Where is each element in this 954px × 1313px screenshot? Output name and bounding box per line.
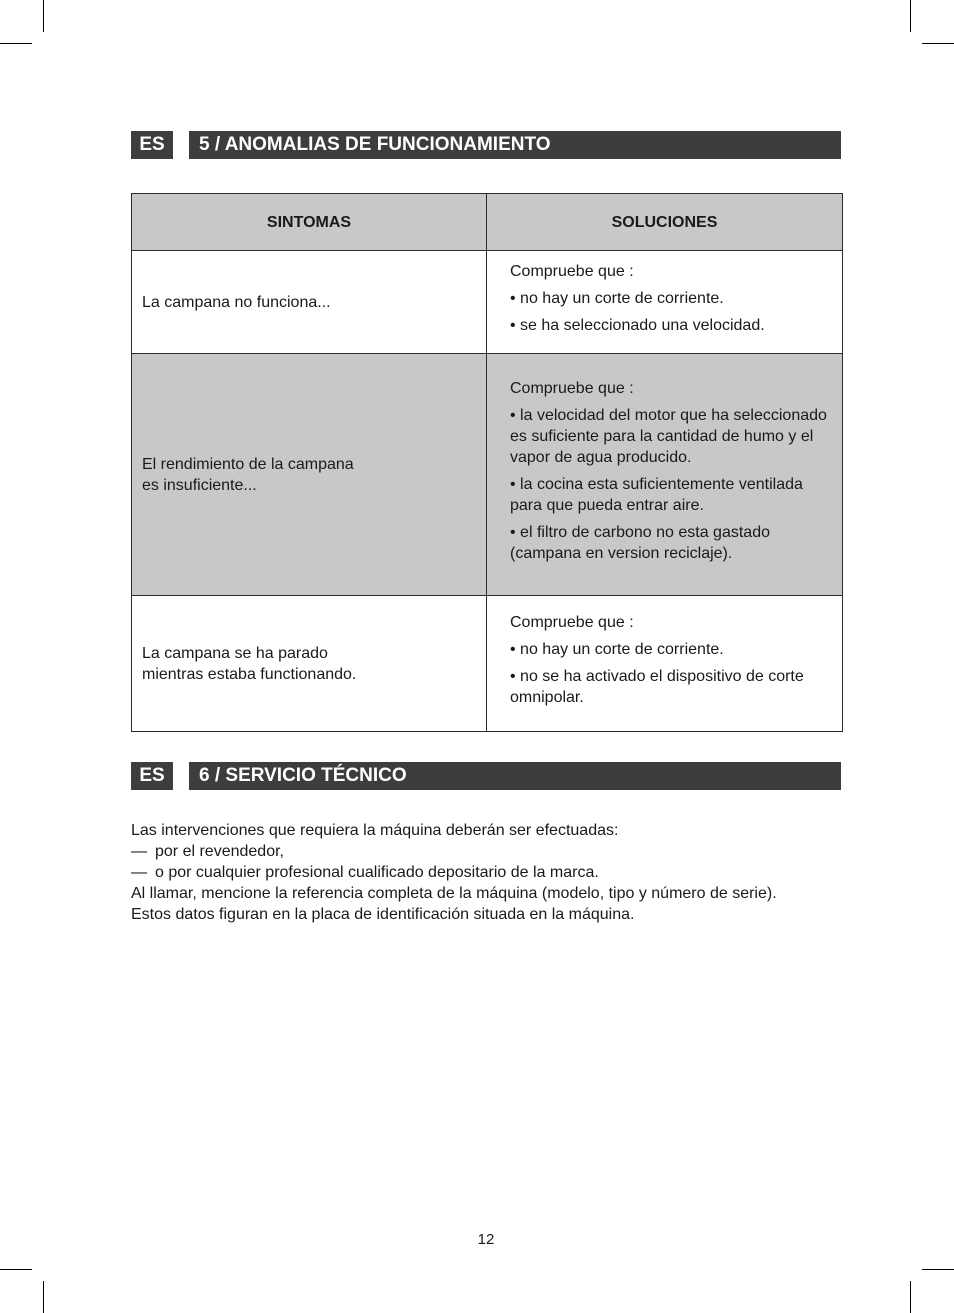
check-label: Compruebe que : (510, 379, 634, 397)
check-label: Compruebe que : (510, 613, 634, 631)
crop-mark (43, 0, 44, 32)
table-row (132, 354, 843, 596)
solution-cell (487, 596, 843, 732)
table-row (132, 596, 843, 732)
language-badge: ES (131, 131, 173, 159)
column-header-symptoms: SINTOMAS (132, 194, 487, 251)
symptom-text: La campana no funciona... (142, 293, 331, 311)
crop-mark (922, 43, 954, 44)
solution-item: • no se ha activado el dispositivo de corte omnipolar. (510, 667, 804, 706)
dash-marker: — (131, 843, 147, 860)
service-text-block (131, 820, 851, 925)
symptom-cell (132, 596, 487, 732)
service-note: Estos datos figuran en la placa de identificación situada en la máquina. (131, 906, 635, 923)
solution-item: • el filtro de carbono no esta gastado (campana en version reciclaje). (510, 523, 770, 562)
table-row (132, 251, 843, 354)
table-header-row (132, 194, 843, 251)
service-note: Al llamar, mencione la referencia completa de la máquina (modelo, tipo y número de serie). (131, 885, 777, 902)
dash-marker: — (131, 864, 147, 881)
solution-item: • la velocidad del motor que ha seleccionado es suficiente para la cantidad de humo y el vapor de agua producido. (510, 406, 827, 466)
crop-mark (43, 1281, 44, 1313)
crop-mark (910, 1281, 911, 1313)
symptom-text: La campana se ha parado (142, 644, 328, 662)
section-title: 6 / SERVICIO TÉCNICO (189, 762, 841, 790)
language-badge: ES (131, 762, 173, 790)
section-title: 5 / ANOMALIAS DE FUNCIONAMIENTO (189, 131, 841, 159)
crop-mark (0, 1269, 32, 1270)
solution-item: • se ha seleccionado una velocidad. (510, 316, 765, 334)
section-6-header (131, 762, 841, 790)
service-bullet-text: por el revendedor, (155, 843, 284, 860)
page-number: 12 (477, 1231, 495, 1248)
check-label: Compruebe que : (510, 262, 634, 280)
crop-mark (922, 1269, 954, 1270)
symptom-cell (132, 354, 487, 596)
symptom-text: es insuficiente... (142, 476, 257, 494)
service-intro: Las intervenciones que requiera la máquina deberán ser efectuadas: (131, 822, 619, 839)
service-bullet (131, 841, 851, 862)
symptom-text: El rendimiento de la campana (142, 455, 354, 473)
crop-mark (0, 43, 32, 44)
crop-mark (910, 0, 911, 32)
solution-item: • no hay un corte de corriente. (510, 289, 724, 307)
troubleshooting-table (131, 193, 843, 732)
symptom-cell (132, 251, 487, 354)
solution-cell (487, 251, 843, 354)
symptom-text: mientras estaba functionando. (142, 665, 357, 683)
solution-item: • no hay un corte de corriente. (510, 640, 724, 658)
service-bullet (131, 862, 851, 883)
solution-cell (487, 354, 843, 596)
service-bullet-text: o por cualquier profesional cualificado depositario de la marca. (155, 864, 599, 881)
column-header-solutions: SOLUCIONES (487, 194, 843, 251)
section-5-header (131, 131, 841, 159)
solution-item: • la cocina esta suficientemente ventilada para que pueda entrar aire. (510, 475, 803, 514)
